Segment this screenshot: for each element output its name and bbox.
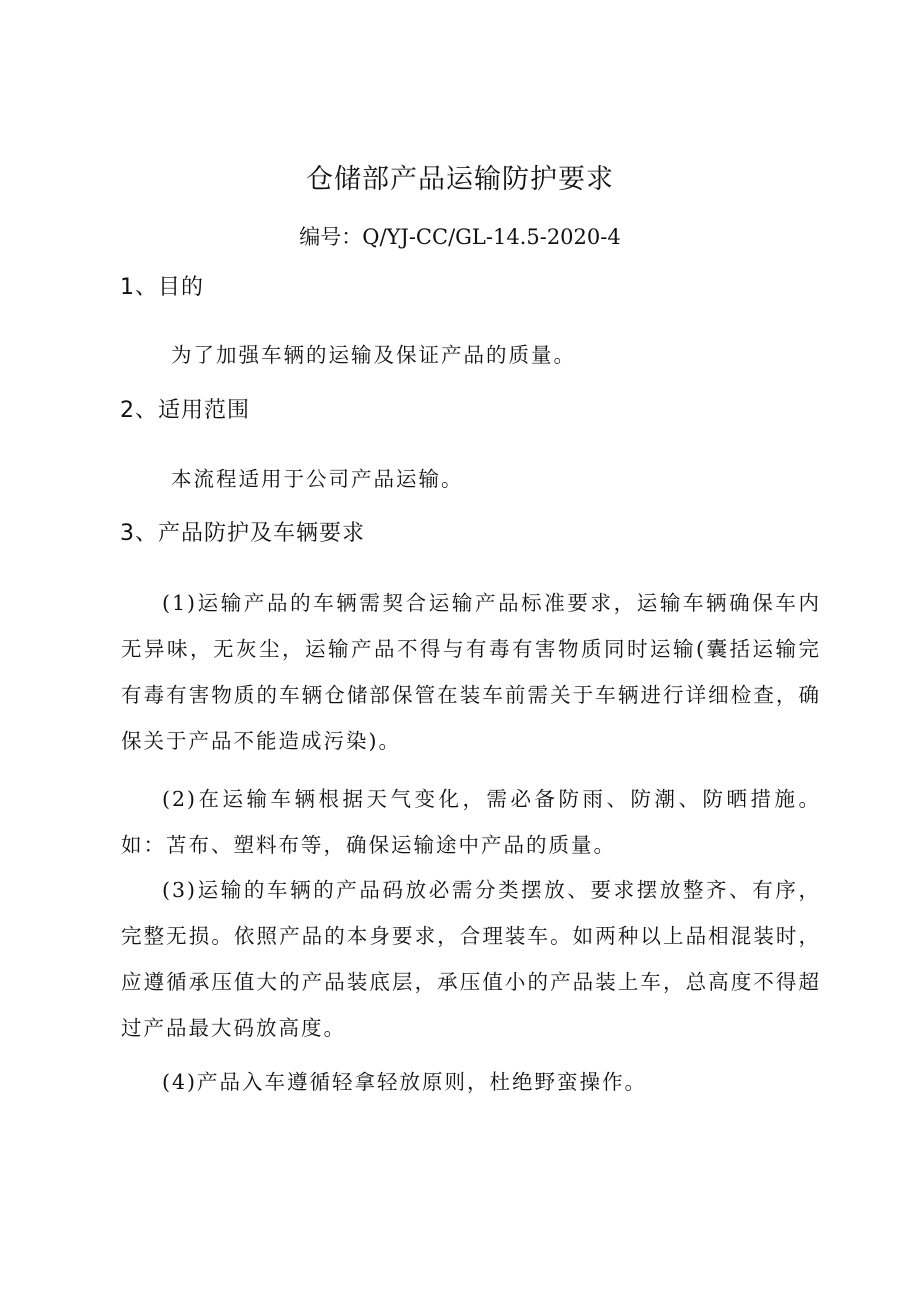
- document-number: 编号：Q/YJ-CC/GL-14.5-2020-4: [299, 225, 621, 249]
- requirement-item-2: (2)在运输车辆根据天气变化，需必备防雨、防潮、防晒措施。如：苫布、塑料布等，确保运输途中产品的质量。: [121, 787, 821, 857]
- section-heading-scope: 2、适用范围: [120, 398, 250, 423]
- requirement-item-3: (3)运输的车辆的产品码放必需分类摆放、要求摆放整齐、有序，完整无损。依照产品的本身要求，合理装车。如两种以上品相混装时，应遵循承压值大的产品装底层，承压值小的产品装上车，总高度不得超过产品最大码放高度。: [121, 878, 821, 1040]
- section-heading-requirements: 3、产品防护及车辆要求: [120, 521, 365, 546]
- section-text-purpose: 为了加强车辆的运输及保证产品的质量。: [171, 343, 576, 367]
- section-heading-purpose: 1、目的: [120, 275, 204, 300]
- requirement-item-4: (4)产品入车遵循轻拿轻放原则，杜绝野蛮操作。: [162, 1070, 648, 1094]
- section-text-scope: 本流程适用于公司产品运输。: [171, 467, 464, 491]
- requirement-item-1: (1)运输产品的车辆需契合运输产品标准要求，运输车辆确保车内无异味，无灰尘，运输产品不得与有毒有害物质同时运输(囊括运输完有毒有害物质的车辆仓储部保管在装车前需关于车辆进行详细检查，确保关于产品不能造成污染)。: [121, 591, 821, 753]
- document-title: 仓储部产品运输防护要求: [306, 164, 614, 195]
